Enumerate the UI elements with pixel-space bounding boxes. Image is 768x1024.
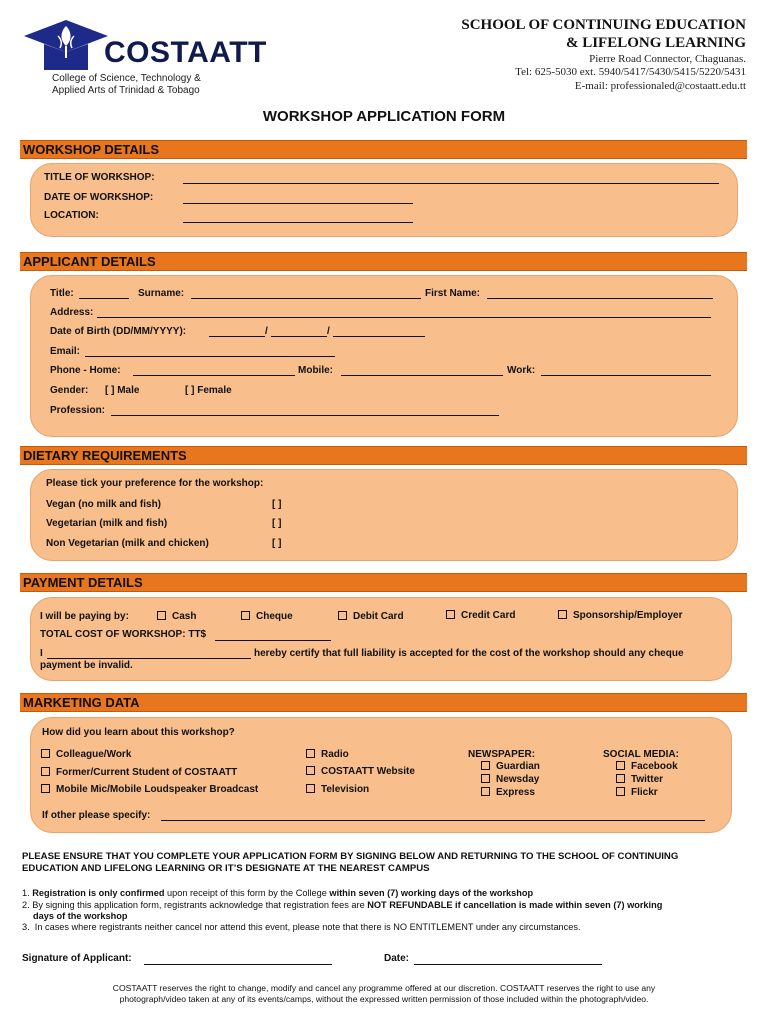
total-cost-label: TOTAL COST OF WORKSHOP: TT$: [40, 629, 207, 640]
workshop-details-panel: [30, 163, 738, 237]
title-label: Title:: [50, 288, 74, 299]
certify-i-label: I: [40, 648, 43, 659]
checkbox-icon: [481, 787, 490, 796]
marketing-prompt: How did you learn about this workshop?: [42, 727, 235, 738]
phone-work-label: Work:: [507, 365, 536, 376]
newspaper-guardian[interactable]: Guardian: [481, 761, 540, 772]
workshop-title-label: TITLE OF WORKSHOP:: [44, 172, 155, 183]
source-former-student[interactable]: Former/Current Student of COSTAATT: [41, 767, 237, 778]
profession-label: Profession:: [50, 405, 106, 416]
checkbox-icon: [481, 774, 490, 783]
phone-mobile-label: Mobile:: [298, 365, 333, 376]
source-costaatt-website[interactable]: COSTAATT Website: [306, 766, 415, 777]
dietary-option-vegan-checkbox[interactable]: [ ]: [272, 499, 282, 510]
payment-method-cheque[interactable]: Cheque: [241, 611, 293, 622]
social-twitter[interactable]: Twitter: [616, 774, 663, 785]
payment-method-debit-card[interactable]: Debit Card: [338, 611, 404, 622]
date-field[interactable]: [414, 964, 602, 965]
checkbox-icon: [241, 611, 250, 620]
payment-details-heading: PAYMENT DETAILS: [23, 575, 143, 590]
school-name-line-2: & LIFELONG LEARNING: [565, 35, 746, 51]
checkbox-icon: [306, 784, 315, 793]
title-field[interactable]: [79, 298, 129, 299]
checkbox-icon: [157, 611, 166, 620]
phone-home-label: Phone - Home:: [50, 365, 121, 376]
other-source-label: If other please specify:: [42, 810, 151, 821]
workshop-location-field[interactable]: [183, 222, 413, 223]
dietary-option-non-vegetarian-checkbox[interactable]: [ ]: [272, 538, 282, 549]
checkbox-icon: [481, 761, 490, 770]
paying-by-label: I will be paying by:: [40, 611, 129, 622]
signature-field[interactable]: [144, 964, 332, 965]
address-label: Address:: [50, 307, 94, 318]
brand-subtitle-2: Applied Arts of Trinidad & Tobago: [52, 85, 200, 96]
workshop-location-label: LOCATION:: [44, 210, 99, 221]
marketing-data-bar: [20, 693, 747, 712]
other-source-field[interactable]: [161, 820, 705, 821]
gender-male-option[interactable]: [ ] Male: [105, 385, 140, 396]
email-label: Email:: [50, 346, 81, 357]
applicant-details-heading: APPLICANT DETAILS: [23, 254, 156, 269]
newspaper-express[interactable]: Express: [481, 787, 535, 798]
marketing-data-heading: MARKETING DATA: [23, 695, 140, 710]
brand-name: COSTAATT: [104, 36, 267, 69]
social-facebook[interactable]: Facebook: [616, 761, 678, 772]
dob-day-field[interactable]: [209, 336, 265, 337]
dietary-requirements-bar: [20, 446, 747, 465]
applicant-details-panel: [30, 275, 738, 437]
school-email: E-mail: professionaled@costaatt.edu.tt: [574, 80, 746, 92]
dietary-option-non-vegetarian-label: Non Vegetarian (milk and chicken): [46, 538, 209, 549]
newspaper-heading: NEWSPAPER:: [468, 749, 536, 760]
surname-label: Surname:: [138, 288, 185, 299]
checkbox-icon: [41, 784, 50, 793]
social-flickr[interactable]: Flickr: [616, 787, 658, 798]
footer-disclaimer-1: COSTAATT reserves the right to change, modify and cancel any programme offered at our discretion. COSTAATT reserves the right to use any: [112, 983, 656, 993]
workshop-date-label: DATE OF WORKSHOP:: [44, 192, 154, 203]
note-2: 2. By signing this application form, registrants acknowledge that registration fees are NOT REFUNDABLE if cancellation is made within seven (7) working: [22, 900, 663, 910]
workshop-details-bar: [20, 140, 747, 159]
payment-method-cash[interactable]: Cash: [157, 611, 196, 622]
address-field[interactable]: [97, 317, 711, 318]
checkbox-icon: [616, 761, 625, 770]
checkbox-icon: [558, 610, 567, 619]
gender-female-option[interactable]: [ ] Female: [185, 385, 232, 396]
surname-field[interactable]: [191, 298, 421, 299]
dob-separator-1: /: [265, 326, 268, 337]
newspaper-newsday[interactable]: Newsday: [481, 774, 539, 785]
certify-statement: hereby certify that full liability is accepted for the cost of the workshop should any cheque: [254, 648, 684, 659]
dob-year-field[interactable]: [333, 336, 425, 337]
dietary-requirements-heading: DIETARY REQUIREMENTS: [23, 448, 187, 463]
dietary-option-vegetarian-checkbox[interactable]: [ ]: [272, 518, 282, 529]
checkbox-icon: [41, 749, 50, 758]
phone-work-field[interactable]: [541, 375, 711, 376]
note-1: 1. Registration is only confirmed upon receipt of this form by the College within seven (7) working days of the workshop: [22, 888, 534, 898]
instructions-line-1: PLEASE ENSURE THAT YOU COMPLETE YOUR APPLICATION FORM BY SIGNING BELOW AND RETURNING TO THE SCHOOL OF CONTINUING: [22, 851, 679, 862]
school-name-line-1: SCHOOL OF CONTINUING EDUCATION: [461, 17, 746, 33]
source-colleague-work[interactable]: Colleague/Work: [41, 749, 131, 760]
marketing-data-panel: [30, 717, 732, 833]
first-name-field[interactable]: [487, 298, 713, 299]
phone-home-field[interactable]: [133, 375, 295, 376]
dietary-requirements-panel: [30, 469, 738, 561]
first-name-label: First Name:: [425, 288, 481, 299]
checkbox-icon: [306, 766, 315, 775]
payment-method-sponsorship[interactable]: Sponsorship/Employer: [558, 610, 682, 621]
email-field[interactable]: [85, 356, 335, 357]
source-television[interactable]: Television: [306, 784, 369, 795]
payment-details-panel: [30, 597, 732, 681]
dob-month-field[interactable]: [271, 336, 327, 337]
checkbox-icon: [616, 774, 625, 783]
footer-disclaimer-2: photograph/video taken at any of its events/camps, without the expressed written permission of those included within the photograph/video.: [119, 994, 649, 1004]
source-mobile-broadcast[interactable]: Mobile Mic/Mobile Loudspeaker Broadcast: [41, 784, 258, 795]
social-media-heading: SOCIAL MEDIA:: [603, 749, 679, 760]
signature-label: Signature of Applicant:: [22, 953, 132, 964]
certify-name-field[interactable]: [47, 658, 251, 659]
school-telephone: Tel: 625-5030 ext. 5940/5417/5430/5415/5220/5431: [515, 66, 746, 78]
date-label: Date:: [384, 953, 410, 964]
form-title: WORKSHOP APPLICATION FORM: [262, 108, 506, 125]
checkbox-icon: [338, 611, 347, 620]
dietary-option-vegan-label: Vegan (no milk and fish): [46, 499, 162, 510]
dietary-prompt: Please tick your preference for the workshop:: [46, 478, 264, 489]
source-radio[interactable]: Radio: [306, 749, 349, 760]
total-cost-field[interactable]: [215, 640, 331, 641]
applicant-details-bar: [20, 252, 747, 271]
workshop-date-field[interactable]: [183, 203, 413, 204]
payment-details-bar: [20, 573, 747, 592]
graduation-cap-icon: [22, 18, 112, 76]
payment-method-credit-card[interactable]: Credit Card: [446, 610, 515, 621]
dob-label: Date of Birth (DD/MM/YYYY):: [50, 326, 187, 337]
school-address: Pierre Road Connector, Chaguanas.: [589, 53, 746, 65]
dietary-option-vegetarian-label: Vegetarian (milk and fish): [46, 518, 168, 529]
checkbox-icon: [306, 749, 315, 758]
profession-field[interactable]: [111, 415, 499, 416]
checkbox-icon: [446, 610, 455, 619]
gender-label: Gender:: [50, 385, 89, 396]
checkbox-icon: [41, 767, 50, 776]
phone-mobile-field[interactable]: [341, 375, 503, 376]
note-2-continued: days of the workshop: [33, 911, 128, 921]
workshop-details-heading: WORKSHOP DETAILS: [23, 142, 160, 157]
certify-statement-continued: payment be invalid.: [40, 660, 133, 671]
instructions-line-2: EDUCATION AND LIFELONG LEARNING OR IT’S DESIGNATE AT THE NEAREST CAMPUS: [22, 863, 430, 874]
checkbox-icon: [616, 787, 625, 796]
dob-separator-2: /: [327, 326, 330, 337]
workshop-title-field[interactable]: [183, 183, 719, 184]
brand-subtitle-1: College of Science, Technology &: [52, 73, 201, 84]
note-3: 3. In cases where registrants neither cancel nor attend this event, please note that there is NO ENTITLEMENT under any circumstances.: [22, 922, 581, 932]
